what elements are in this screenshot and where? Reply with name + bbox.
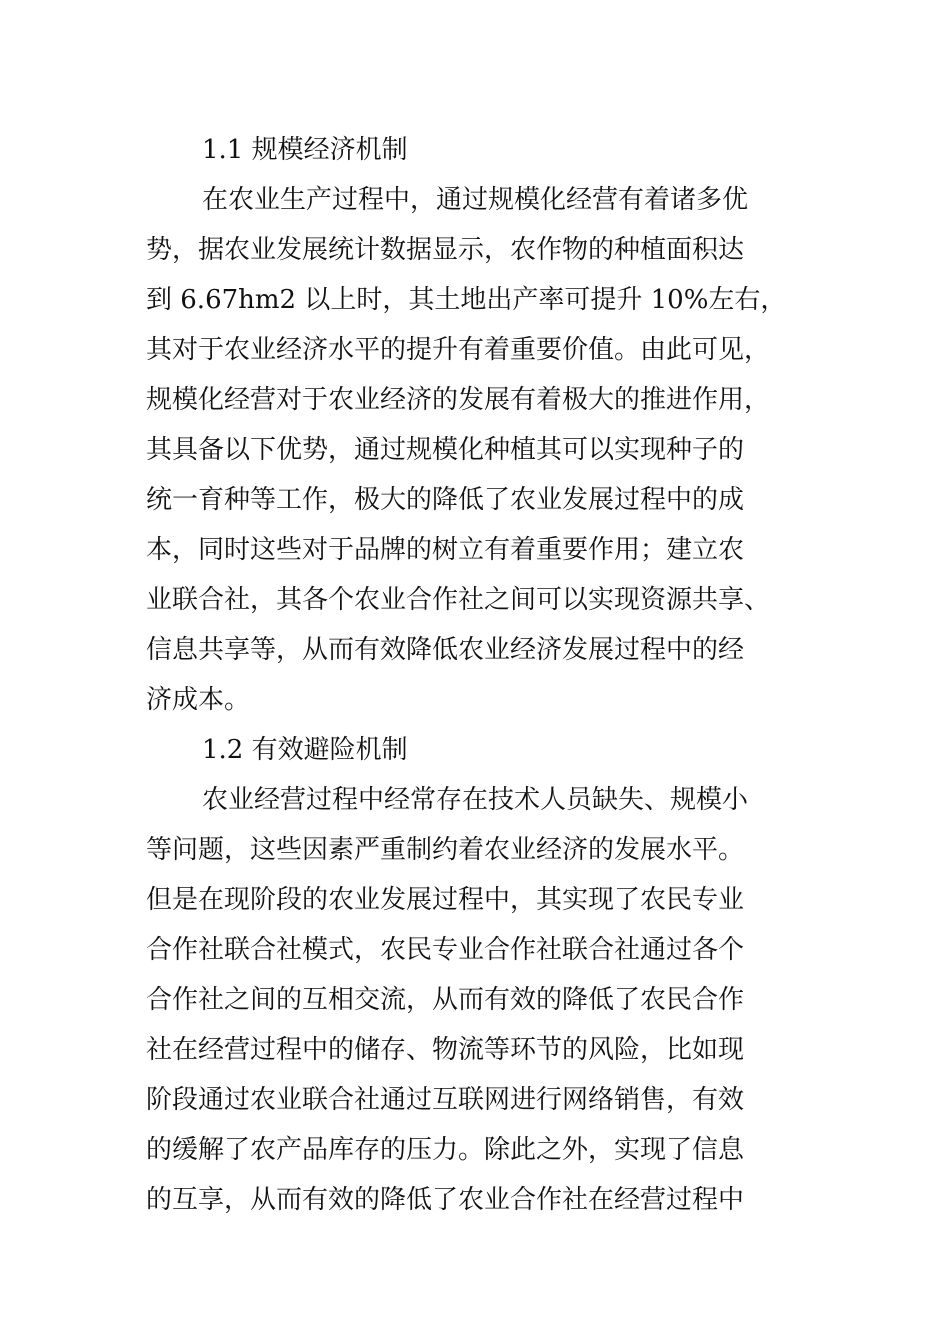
paragraph-line: 阶段通过农业联合社通过互联网进行网络销售，有效 xyxy=(146,1085,745,1115)
section-heading-1-2: 1.2 有效避险机制 xyxy=(202,735,408,765)
paragraph-line: 合作社联合社模式，农民专业合作社联合社通过各个 xyxy=(146,935,745,965)
paragraph-line: 在农业生产过程中，通过规模化经营有着诸多优 xyxy=(202,185,749,215)
paragraph-line: 的缓解了农产品库存的压力。除此之外，实现了信息 xyxy=(146,1135,745,1165)
paragraph-line: 济成本。 xyxy=(146,685,251,715)
paragraph-line: 规模化经营对于农业经济的发展有着极大的推进作用， xyxy=(146,385,771,415)
paragraph-line: 本，同时这些对于品牌的树立有着重要作用；建立农 xyxy=(146,535,745,565)
paragraph-line: 信息共享等，从而有效降低农业经济发展过程中的经 xyxy=(146,635,745,665)
paragraph-line: 的互享，从而有效的降低了农业合作社在经营过程中 xyxy=(146,1185,745,1215)
paragraph-line: 合作社之间的互相交流，从而有效的降低了农民合作 xyxy=(146,985,745,1015)
paragraph-line: 等问题，这些因素严重制约着农业经济的发展水平。 xyxy=(146,835,745,865)
section-heading-1-1: 1.1 规模经济机制 xyxy=(202,135,408,165)
paragraph-line: 农业经营过程中经常存在技术人员缺失、规模小 xyxy=(202,785,749,815)
paragraph-line: 其对于农业经济水平的提升有着重要价值。由此可见， xyxy=(146,335,771,365)
paragraph-line: 社在经营过程中的储存、物流等环节的风险，比如现 xyxy=(146,1035,745,1065)
paragraph-line: 到 6.67hm2 以上时，其土地出产率可提升 10%左右， xyxy=(146,285,787,315)
paragraph-line: 但是在现阶段的农业发展过程中，其实现了农民专业 xyxy=(146,885,745,915)
paragraph-line: 势，据农业发展统计数据显示，农作物的种植面积达 xyxy=(146,235,745,265)
paragraph-line: 统一育种等工作，极大的降低了农业发展过程中的成 xyxy=(146,485,745,515)
paragraph-line: 业联合社，其各个农业合作社之间可以实现资源共享、 xyxy=(146,585,771,615)
paragraph-line: 其具备以下优势，通过规模化种植其可以实现种子的 xyxy=(146,435,745,465)
